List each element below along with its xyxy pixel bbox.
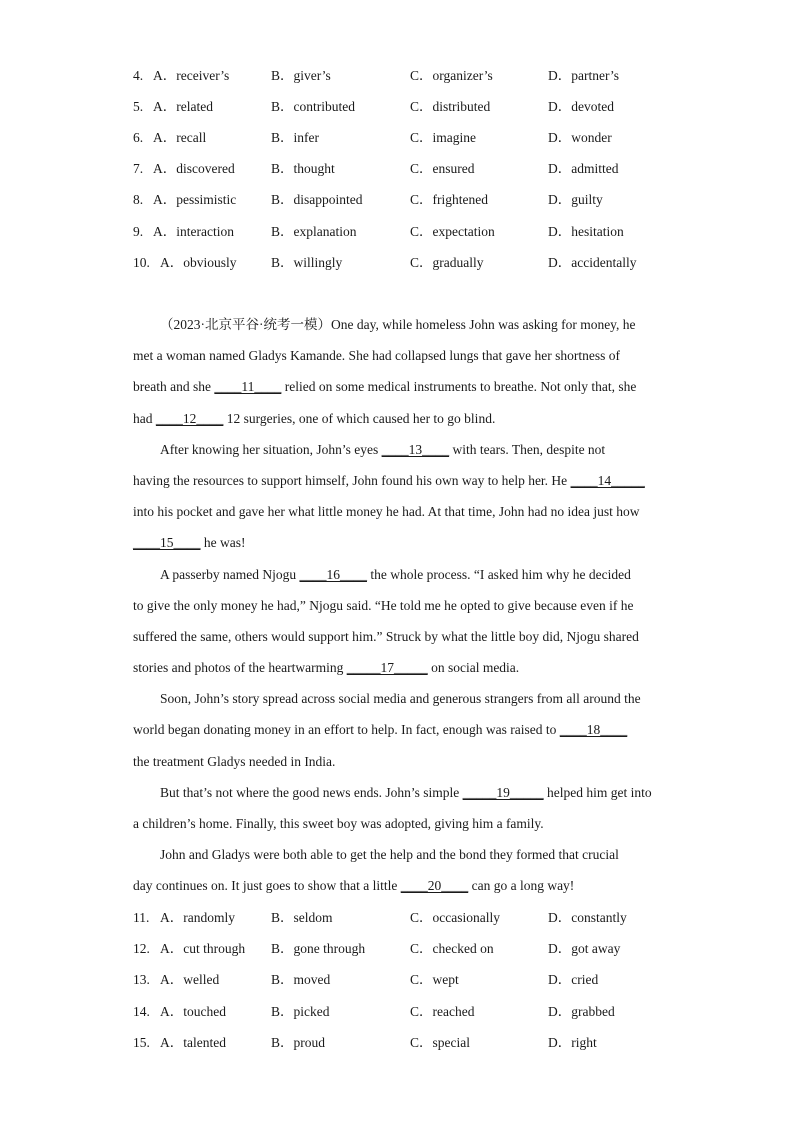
blank-13: ____13____ (381, 441, 450, 457)
question-row (133, 253, 693, 273)
option-d: D．hesitation (548, 224, 624, 239)
passage (133, 309, 663, 902)
option-c: C．reached (410, 1004, 475, 1019)
option-d: D．grabbed (548, 1004, 615, 1019)
option-d: D．devoted (548, 99, 614, 114)
question-number: 14. (133, 1004, 150, 1019)
passage-line: suffered the same, others would support him.” Struck by what the little boy did, Njogu shared (133, 628, 639, 644)
option-b: B．picked (271, 1004, 330, 1019)
question-number: 11. (133, 910, 150, 925)
option-a: A．talented (160, 1035, 226, 1050)
passage-line: （2023·北京平谷·统考一模）One day, while homeless John was asking for money, he (160, 317, 636, 332)
option-d: D．admitted (548, 161, 619, 176)
option-a: A．obviously (160, 255, 237, 270)
question-row (133, 970, 693, 990)
blank-12: ____12____ (155, 410, 224, 426)
option-c: C．gradually (410, 255, 484, 270)
question-row (133, 66, 693, 86)
option-c: C．imagine (410, 130, 476, 145)
passage-line (133, 434, 663, 465)
option-b: B．proud (271, 1035, 325, 1050)
question-row (133, 97, 693, 117)
option-b: B．disappointed (271, 192, 363, 207)
option-b: B．explanation (271, 224, 357, 239)
question-number: 15. (133, 1035, 150, 1050)
option-b: B．seldom (271, 910, 333, 925)
option-d: D．constantly (548, 910, 627, 925)
passage-line (133, 527, 663, 558)
text-segment: breath and she (133, 379, 215, 395)
question-number: 5. (133, 99, 144, 114)
question-number: 13. (133, 972, 150, 987)
text-segment: having the resources to support himself, John found his own way to help her. He (133, 472, 571, 488)
question-row (133, 939, 693, 959)
option-c: C．wept (410, 972, 459, 987)
question-number: 8. (133, 192, 144, 207)
option-d: D．partner’s (548, 68, 619, 83)
passage-line: the treatment Gladys needed in India. (133, 753, 336, 769)
text-segment: with tears. Then, despite not (449, 441, 606, 457)
question-row (133, 159, 693, 179)
option-a: A．touched (160, 1004, 226, 1019)
question-row (133, 128, 693, 148)
text-segment: A passerby named Njogu (160, 566, 300, 582)
passage-line: John and Gladys were both able to get the help and the bond they formed that crucial (160, 847, 619, 863)
question-row (133, 190, 693, 210)
passage-line (133, 714, 663, 745)
text-segment: world began donating money in an effort to help. In fact, enough was raised to (133, 722, 560, 738)
option-c: C．distributed (410, 99, 491, 114)
blank-19: _____19_____ (462, 784, 544, 800)
passage-line: a children’s home. Finally, this sweet boy was adopted, giving him a family. (133, 816, 544, 831)
option-b: B．willingly (271, 255, 343, 270)
text-segment: helped him get into (543, 784, 652, 800)
passage-line: to give the only money he had,” Njogu said. “He told me he opted to give because even if he (133, 597, 634, 613)
passage-line (133, 870, 663, 901)
question-number: 9. (133, 224, 144, 239)
passage-line: met a woman named Gladys Kamande. She had collapsed lungs that gave her shortness of (133, 348, 620, 364)
option-b: B．gone through (271, 941, 366, 956)
blank-17: _____17_____ (346, 660, 428, 676)
text-segment: But that’s not where the good news ends. John’s simple (160, 784, 463, 800)
option-c: C．ensured (410, 161, 475, 176)
option-a: A．recall (153, 130, 207, 145)
question-row (133, 1002, 693, 1022)
option-c: C．special (410, 1035, 470, 1050)
text-segment: the whole process. “I asked him why he decided (366, 566, 631, 582)
option-c: C．expectation (410, 224, 495, 239)
option-c: C．occasionally (410, 910, 500, 925)
question-number: 4. (133, 68, 144, 83)
option-b: B．giver’s (271, 68, 331, 83)
question-number: 12. (133, 941, 150, 956)
passage-line: into his pocket and gave her what little money he had. At that time, John had no idea just how (133, 504, 640, 520)
blank-11: ____11____ (214, 379, 282, 395)
option-a: A．cut through (160, 941, 246, 956)
text-segment: relied on some medical instruments to breathe. Not only that, she (281, 379, 637, 395)
blank-16: ____16____ (299, 566, 367, 582)
passage-line (133, 371, 663, 402)
question-number: 7. (133, 161, 144, 176)
passage-line (133, 777, 663, 808)
option-c: C．checked on (410, 941, 494, 956)
option-c: C．frightened (410, 192, 488, 207)
text-segment: can go a long way! (468, 878, 575, 894)
blank-18: ____18____ (559, 722, 628, 738)
option-a: A．discovered (153, 161, 235, 176)
option-b: B．thought (271, 161, 335, 176)
question-row (133, 908, 693, 928)
blank-20: ____20____ (400, 878, 469, 894)
blank-14: ____14_____ (570, 472, 645, 488)
passage-line (133, 652, 663, 683)
passage-line (133, 403, 663, 434)
text-segment: day continues on. It just goes to show that a little (133, 878, 401, 894)
option-d: D．guilty (548, 192, 603, 207)
option-a: A．related (153, 99, 213, 114)
text-segment: he was! (200, 535, 246, 551)
text-segment: 12 surgeries, one of which caused her to go blind. (223, 410, 496, 426)
passage-line: Soon, John’s story spread across social media and generous strangers from all around the (160, 691, 641, 707)
option-c: C．organizer’s (410, 68, 493, 83)
option-d: D．got away (548, 941, 621, 956)
option-b: B．contributed (271, 99, 355, 114)
option-a: A．randomly (160, 910, 235, 925)
text-segment: had (133, 410, 156, 426)
option-b: B．infer (271, 130, 319, 145)
option-d: D．wonder (548, 130, 612, 145)
blank-15: ____15____ (133, 535, 201, 551)
text-segment: on social media. (427, 660, 520, 676)
question-row (133, 222, 693, 242)
passage-line (133, 465, 663, 496)
text-segment: stories and photos of the heartwarming (133, 660, 347, 676)
option-a: A．welled (160, 972, 220, 987)
passage-line (133, 559, 663, 590)
option-a: A．receiver’s (153, 68, 230, 83)
question-row (133, 1033, 693, 1053)
option-d: D．cried (548, 972, 599, 987)
option-a: A．interaction (153, 224, 234, 239)
option-b: B．moved (271, 972, 331, 987)
option-a: A．pessimistic (153, 192, 237, 207)
question-number: 6. (133, 130, 144, 145)
option-d: D．right (548, 1035, 597, 1050)
option-d: D．accidentally (548, 255, 637, 270)
question-number: 10. (133, 255, 150, 270)
text-segment: After knowing her situation, John’s eyes (160, 441, 382, 457)
